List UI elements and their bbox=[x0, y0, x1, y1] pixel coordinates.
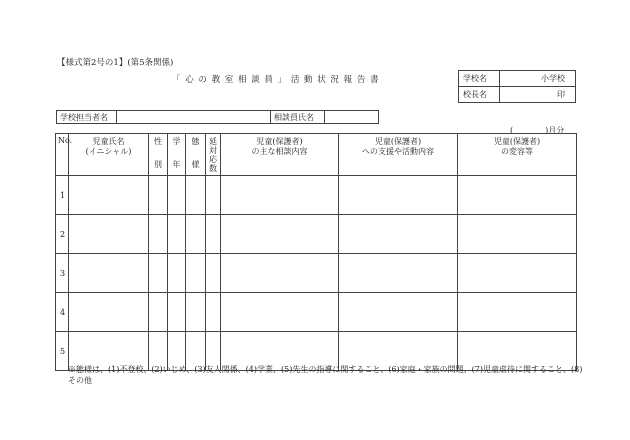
change-cell[interactable] bbox=[458, 293, 577, 332]
counselor-name-field[interactable] bbox=[325, 111, 378, 123]
month-label: ( )月分 bbox=[510, 126, 565, 135]
child-name-cell[interactable] bbox=[69, 176, 149, 215]
header-type-bottom: 様 bbox=[191, 160, 200, 169]
teacher-name-field[interactable] bbox=[117, 111, 271, 123]
sex-cell[interactable] bbox=[149, 293, 168, 332]
type-cell[interactable] bbox=[186, 254, 206, 293]
header-change-line1: 児童(保護者) bbox=[493, 137, 541, 146]
header-grade-top: 学 bbox=[172, 137, 181, 146]
header-change-line2: の変容等 bbox=[501, 147, 533, 156]
header-sex-top: 性 bbox=[154, 137, 162, 146]
staff-row bbox=[56, 110, 379, 124]
header-support-line1: 児童(保護者) bbox=[374, 137, 422, 146]
count-cell[interactable] bbox=[206, 176, 221, 215]
header-grade-bottom: 年 bbox=[172, 160, 181, 169]
type-cell[interactable] bbox=[186, 215, 206, 254]
school-info-box bbox=[458, 70, 576, 103]
header-type-top: 態 bbox=[191, 137, 200, 146]
sex-cell[interactable] bbox=[149, 176, 168, 215]
consultation-cell[interactable] bbox=[221, 293, 339, 332]
header-type bbox=[186, 134, 206, 176]
school-name-row bbox=[459, 71, 576, 87]
child-name-cell[interactable] bbox=[69, 293, 149, 332]
header-support bbox=[339, 134, 458, 176]
header-child-name bbox=[69, 134, 149, 176]
teacher-label: 学校担当者名 bbox=[57, 111, 117, 123]
consultation-cell[interactable] bbox=[221, 176, 339, 215]
consultation-cell[interactable] bbox=[221, 215, 339, 254]
type-cell[interactable] bbox=[186, 293, 206, 332]
header-count-char-3: 応 bbox=[209, 155, 217, 164]
row-number: 4 bbox=[56, 293, 69, 332]
principal-row bbox=[459, 87, 576, 103]
header-response-count bbox=[206, 134, 221, 176]
activity-table bbox=[55, 133, 577, 371]
header-sex bbox=[149, 134, 168, 176]
table-row bbox=[56, 215, 577, 254]
form-title: 「 心 の 教 室 相 談 員 」 活 動 状 況 報 告 書 bbox=[172, 75, 380, 85]
child-name-cell[interactable] bbox=[69, 215, 149, 254]
row-number: 5 bbox=[56, 332, 69, 371]
grade-cell[interactable] bbox=[168, 176, 186, 215]
principal-label: 校長名 bbox=[459, 87, 500, 103]
row-number: 2 bbox=[56, 215, 69, 254]
header-consultation bbox=[221, 134, 339, 176]
sex-cell[interactable] bbox=[149, 254, 168, 293]
school-name-label: 学校名 bbox=[459, 71, 500, 87]
header-count-char-1: 延 bbox=[209, 137, 217, 146]
type-cell[interactable] bbox=[186, 176, 206, 215]
table-header-row bbox=[56, 134, 577, 176]
header-sex-bottom: 別 bbox=[154, 160, 162, 169]
change-cell[interactable] bbox=[458, 254, 577, 293]
child-name-cell[interactable] bbox=[69, 254, 149, 293]
change-cell[interactable] bbox=[458, 176, 577, 215]
support-cell[interactable] bbox=[339, 293, 458, 332]
support-cell[interactable] bbox=[339, 254, 458, 293]
table-row bbox=[56, 176, 577, 215]
count-cell[interactable] bbox=[206, 254, 221, 293]
type-footnote: ※態様は、(1)不登校、(2)いじめ、(3)友人関係、(4)学業、(5)先生の指導に関すること、(6)家庭・家族の問題、(7)児童虐待に関すること、(8)その他 bbox=[68, 365, 583, 385]
header-count-char-4: 数 bbox=[209, 164, 217, 173]
sex-cell[interactable] bbox=[149, 215, 168, 254]
header-grade bbox=[168, 134, 186, 176]
count-cell[interactable] bbox=[206, 293, 221, 332]
consultation-cell[interactable] bbox=[221, 254, 339, 293]
header-child-name-line1: 児童氏名 bbox=[92, 137, 125, 146]
header-no: No. bbox=[56, 134, 69, 176]
header-consultation-line1: 児童(保護者) bbox=[256, 137, 303, 146]
header-change bbox=[458, 134, 577, 176]
table-row bbox=[56, 293, 577, 332]
row-number: 3 bbox=[56, 254, 69, 293]
school-name-field[interactable]: 小学校 bbox=[500, 71, 576, 87]
header-count-char-2: 対 bbox=[209, 146, 217, 155]
count-cell[interactable] bbox=[206, 215, 221, 254]
support-cell[interactable] bbox=[339, 176, 458, 215]
grade-cell[interactable] bbox=[168, 293, 186, 332]
grade-cell[interactable] bbox=[168, 215, 186, 254]
header-support-line2: への支援や活動内容 bbox=[362, 147, 434, 156]
table-row bbox=[56, 254, 577, 293]
grade-cell[interactable] bbox=[168, 254, 186, 293]
header-consultation-line2: の主な相談内容 bbox=[251, 147, 308, 156]
principal-field[interactable]: 印 bbox=[500, 87, 576, 103]
form-number-label: 【様式第2号の1】(第5条関係) bbox=[57, 58, 174, 68]
row-number: 1 bbox=[56, 176, 69, 215]
support-cell[interactable] bbox=[339, 215, 458, 254]
counselor-label: 相談員氏名 bbox=[271, 111, 325, 123]
change-cell[interactable] bbox=[458, 215, 577, 254]
header-child-name-line2: (イニシャル) bbox=[85, 147, 132, 156]
